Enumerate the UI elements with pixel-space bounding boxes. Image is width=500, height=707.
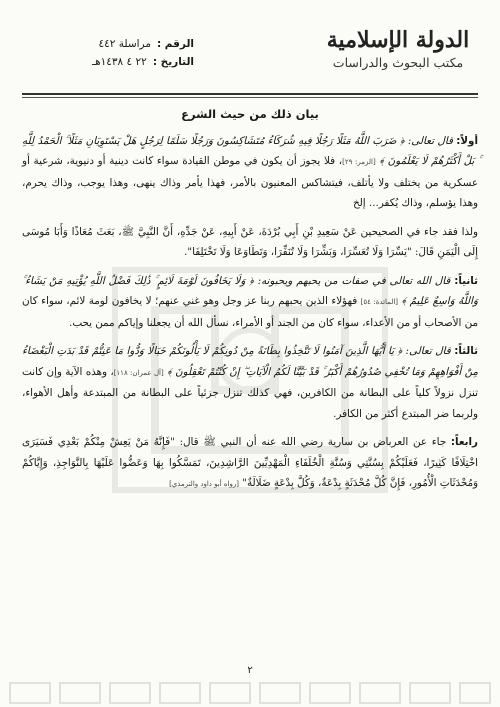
paragraph-text: فهؤلاء الذين يحبهم ربنا عز وجل وهو غني عنهم؛ لا يخافون لومة لائم، سواء كان من الأصحاب أو من الأعداء، سواء كان من الجند أو الأمراء، نسأل الله أن يجعلنا وإياكم ممن يحب. [22, 295, 478, 329]
paragraph-second [22, 271, 478, 334]
paragraph-lead: ثانياً: [454, 274, 478, 287]
paragraph-hadith [22, 222, 478, 263]
page-number: ٢ [247, 665, 253, 676]
section-title: بيان ذلك من حيث الشرع [181, 107, 319, 121]
paragraph-text: ، وهذه الآية وإن كانت تنزل نزولاً كلياً على البطانة من الكافرين، فهي كذلك تنزل جزئياً على البطانة من المبتدعة وأهل الأهواء، ولربما ضر المبتدع أكثر من الكافر. [22, 365, 478, 420]
letterhead [0, 26, 500, 90]
reference-label: الرقم : [156, 38, 194, 50]
date-label: التاريخ : [152, 56, 194, 68]
reference-value: مراسلة ٤٤٢ [98, 38, 151, 50]
reference-row [44, 38, 194, 56]
paragraph-text: ولذا فقد جاء في الصحيحين عَنْ سَعِيدِ بْنِ أَبِي بُرْدَةَ، عَنْ أَبِيهِ، عَنْ جَدِّهِ، أَنَّ النَّبِيَّ ﷺ، بَعَثَ مُعَاذًا وَأَبَا مُوسَى إِلَى الْيَمَنِ قَالَ: "يَسِّرَا وَلَا تُعَسِّرَا، وَبَشِّرَا وَلَا تُنَفِّرَا، وَتَطَاوَعَا وَلَا تَخْتَلِفَا". [22, 225, 478, 258]
paragraph-lead: رابعاً: [450, 436, 478, 448]
date-row [44, 56, 194, 74]
organization-brand [318, 26, 478, 72]
paragraph-lead: ثالثاً: [454, 345, 478, 357]
paragraph-quote: قال تعالى: ﴿ ضَرَبَ اللَّهُ مَثَلًا رَجُلًا فِيهِ شُرَكَاءُ مُتَشَاكِسُونَ وَرَجُلًا سَلَمًا لِرَجُلٍ هَلْ يَسْتَوِيَانِ مَثَلًا ۚ الْحَمْدُ لِلَّهِ ۚ بَلْ أَكْثَرُهُمْ لَا يَعْلَمُونَ ﴾ [22, 134, 478, 167]
paragraph-text: جاء عن العرباض بن سارية رضي الله عنه أن النبي ﷺ قال: "فَإِنَّهُ مَنْ يَعِشْ مِنْكُمْ بَعْدِي فَسَيَرَى اخْتِلَافًا كَثِيرًا، فَعَلَيْكُمْ بِسُنَّتِي وَسُنَّةِ الْخُلَفَاءِ الْمَهْدِيِّينَ الرَّاشِدِينَ، تَمَسَّكُوا بِهَا وَعَضُّوا عَلَيْهَا بِالنَّوَاجِذِ، وَإِيَّاكُمْ وَمُحْدَثَاتِ الْأُمُورِ، فَإِنَّ كُلَّ مُحْدَثَةٍ بِدْعَةٌ، وَكُلَّ بِدْعَةٍ ضَلَالَةٌ" [22, 436, 478, 489]
header-divider [22, 93, 478, 95]
paragraph-first [22, 131, 478, 214]
paragraph-lead: أولاً: [456, 134, 478, 147]
header-divider-thin [22, 97, 478, 98]
quote-reference: [الزمر: ٢٩] [342, 158, 376, 166]
paragraph-text: ، فلا يجوز أن يكون في موطن القيادة سواء كانت دينية أو دنيوية، شرعية أو عسكرية من يختلف ولا يأتلف، فيتشاكس المعنيون بالأمر، فهذا يأمر وذاك ينهى، وهذا يوجب، وذاك يحرم، وهذا يؤسلم، وذاك يُكفر... إلخ [22, 155, 478, 209]
paragraph-fourth [22, 432, 478, 495]
date-value: ٢٢ ٤ ١٤٣٨هـ [92, 56, 147, 68]
footer-ornament [0, 679, 500, 707]
document-body [22, 104, 478, 503]
paragraph-third [22, 341, 478, 424]
paragraph-quote: قال الله تعالى في صفات من يحبهم ويحبونه: ﴿ وَلَا يَخَافُونَ لَوْمَةَ لَائِمٍ ۚ ذَٰلِكَ فَضْلُ اللَّهِ يُؤْتِيهِ مَنْ يَشَاءُ ۚ وَاللَّهُ وَاسِعٌ عَلِيمٌ ﴾ [22, 274, 478, 307]
paragraph-quote: قال تعالى: ﴿ يَا أَيُّهَا الَّذِينَ آمَنُوا لَا تَتَّخِذُوا بِطَانَةً مِنْ دُونِكُمْ لَا يَأْلُونَكُمْ خَبَالًا وَدُّوا مَا عَنِتُّمْ قَدْ بَدَتِ الْبَغْضَاءُ مِنْ أَفْوَاهِهِمْ وَمَا تُخْفِي صُدُورُهُمْ أَكْبَرُ ۚ قَدْ بَيَّنَّا لَكُمُ الْآيَاتِ ۖ إِنْ كُنْتُمْ تَعْقِلُونَ ﴾ [22, 345, 478, 378]
quote-reference: [آل عمران: ١١٨] [113, 368, 164, 377]
organization-subtitle: مكتب البحوث والدراسات [332, 55, 464, 70]
quote-reference: [رواه أبو داود والترمذي] [169, 480, 239, 488]
organization-title: الدولة الإسلامية [326, 27, 470, 53]
quote-reference: [المائدة: ٥٤] [360, 298, 399, 306]
document-meta [44, 38, 194, 74]
